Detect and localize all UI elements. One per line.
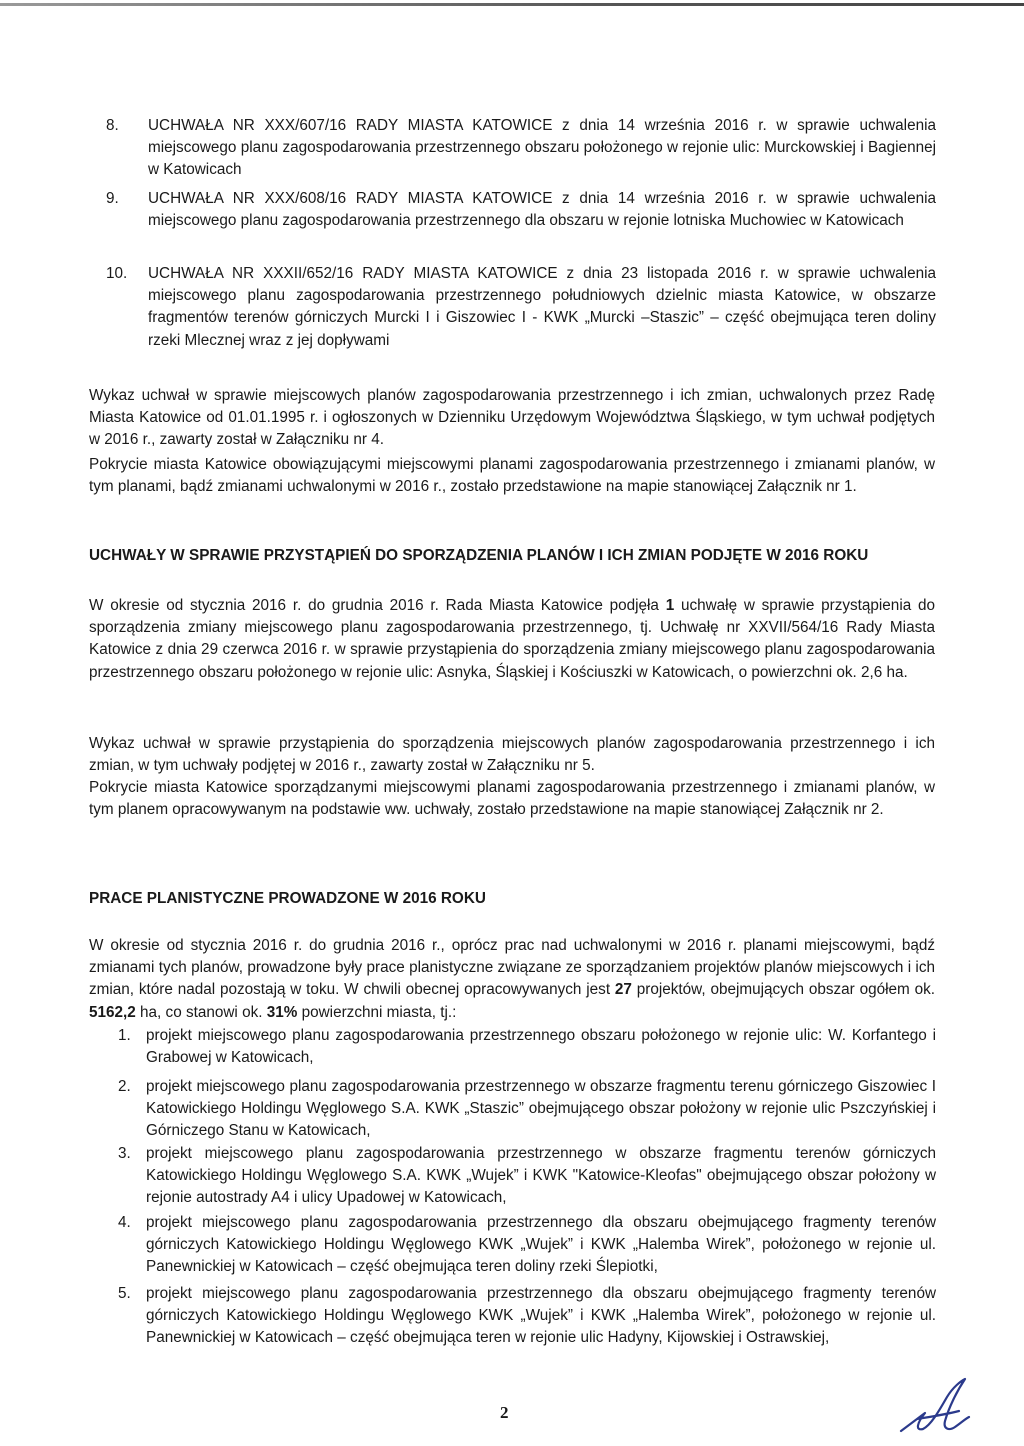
resolution-item-10 xyxy=(106,263,936,352)
resolution-count: 1 xyxy=(665,597,675,614)
section-heading-planning-works-2016: PRACE PLANISTYCZNE PROWADZONE W 2016 ROKU xyxy=(89,890,486,907)
paragraph-list-of-preparation-resolutions: Wykaz uchwał w sprawie przystąpienia do sporządzenia miejscowych planów zagospodarowania przestrzennego i ich zmian, w tym uchwały podjętej w 2016 r., zawarty został w Załączniku nr 5. xyxy=(89,735,935,775)
project-number: 1. xyxy=(118,1027,131,1044)
paragraph-text: W okresie od stycznia 2016 r. do grudnia 2016 r. Rada Miasta Katowice podjęła xyxy=(89,597,666,614)
project-number: 3. xyxy=(118,1145,131,1162)
project-number: 4. xyxy=(118,1214,131,1231)
project-item-5 xyxy=(118,1283,936,1350)
project-item-4 xyxy=(118,1212,936,1279)
paragraph-coverage-map: Pokrycie miasta Katowice obowiązującymi miejscowymi planami zagospodarowania przestrzennego i zmianami planów, w tym planami, bądź zmianami uchwalonymi w 2016 r., zostało przedstawione na mapie stanowiącej Załącznik nr 1. xyxy=(89,456,935,496)
project-text: projekt miejscowego planu zagospodarowania przestrzennego w obszarze fragmentu terenu górniczego Giszowiec I Katowickiego Holdingu Węglowego S.A. KWK „Staszic” obejmującego obszar położony w rejonie ulic Pszczyńskiej i Górniczego Stanu w Katowicach, xyxy=(146,1078,936,1140)
project-item-3 xyxy=(118,1143,936,1210)
resolution-item-9 xyxy=(106,188,936,232)
resolution-item-8 xyxy=(106,115,936,182)
total-area-value: 5162,2 xyxy=(89,1003,136,1021)
section-heading-resolutions-2016: UCHWAŁY W SPRAWIE PRZYSTĄPIEŃ DO SPORZĄDZENIA PLANÓW I ICH ZMIAN PODJĘTE W 2016 ROKU xyxy=(89,547,869,564)
city-area-percent: 31% xyxy=(266,1003,298,1021)
project-text: projekt miejscowego planu zagospodarowania przestrzennego obszaru położonego w rejonie ulic: W. Korfantego i Grabowej w Katowicach, xyxy=(146,1027,936,1067)
paragraph-text: powierzchni miasta, tj.: xyxy=(297,1003,457,1021)
paragraph-text: ha, co stanowi ok. xyxy=(135,1003,267,1021)
resolution-text: UCHWAŁA NR XXX/608/16 RADY MIASTA KATOWICE z dnia 14 września 2016 r. w sprawie uchwalenia miejscowego planu zagospodarowania przestrzennego dla obszaru w rejonie lotniska Muchowiec w Katowicach xyxy=(148,190,936,230)
paragraph-planning-works-summary xyxy=(89,935,935,1024)
project-count: 27 xyxy=(614,981,632,999)
project-item-2 xyxy=(118,1076,936,1143)
resolution-number: 9. xyxy=(106,190,119,207)
resolution-text: UCHWAŁA NR XXX/607/16 RADY MIASTA KATOWICE z dnia 14 września 2016 r. w sprawie uchwalenia miejscowego planu zagospodarowania przestrzennego obszaru położonego w rejonie ulic: Murckowskiej i Bagiennej w Katowicach xyxy=(148,117,936,179)
resolution-number: 8. xyxy=(106,117,119,134)
project-text: projekt miejscowego planu zagospodarowania przestrzennego dla obszaru obejmującego fragmenty terenów górniczych Katowickiego Holdingu Węglowego KWK „Wujek” i KWK „Halemba Wirek”, położonego w rejonie ul. Panewnickiej w Katowicach – część obejmująca teren doliny rzeki Ślepiotki, xyxy=(146,1214,936,1276)
project-number: 2. xyxy=(118,1078,131,1095)
paragraph-list-of-resolutions: Wykaz uchwał w sprawie miejscowych planów zagospodarowania przestrzennego i ich zmian, uchwalonych przez Radę Miasta Katowice od 01.01.1995 r. i ogłoszonych w Dzienniku Urzędowym Województwa Śląskiego, w tym uchwał podjętych w 2016 r., zawarty został w Załączniku nr 4. xyxy=(89,387,935,449)
resolution-text: UCHWAŁA NR XXXII/652/16 RADY MIASTA KATOWICE z dnia 23 listopada 2016 r. w sprawie uchwalenia miejscowego planu zagospodarowania przestrzennego południowych dzielnic miasta Katowice, w obszarze fragmentów terenów górniczych Murcki I i Giszowiec I - KWK „Murcki –Staszic” – część obejmująca teren doliny rzeki Mlecznej wraz z jej dopływami xyxy=(148,265,936,349)
paragraph-resolution-summary xyxy=(89,595,935,684)
page-number: 2 xyxy=(500,1403,509,1422)
resolution-number: 10. xyxy=(106,265,128,282)
paragraph-text: projektów, obejmujących obszar ogółem ok. xyxy=(631,981,935,999)
project-text: projekt miejscowego planu zagospodarowania przestrzennego dla obszaru obejmującego fragmenty terenów górniczych Katowickiego Holdingu Węglowego KWK „Wujek” i KWK „Halemba Wirek”, położonego w rejonie ul. Panewnickiej w Katowicach – część obejmująca teren w rejonie ulic Hadyny, Kijowskiej i Ostrawskiej, xyxy=(146,1285,936,1347)
paragraph-text: uchwałę w sprawie przystąpienia do sporządzenia zmiany miejscowego planu zagospodarowania przestrzennego, tj. Uchwałę nr XXVII/564/16 Rady Miasta Katowice z dnia 29 czerwca 2016 r. w sprawie przystąpienia do sporządzenia zmiany miejscowego planu zagospodarowania przestrzennego obszaru położonego w rejonie ulic: Asnyka, Śląskiej i Kościuszki w Katowicach, o powierzchni ok. 2,6 ha. xyxy=(89,597,935,681)
project-item-1 xyxy=(118,1025,936,1069)
paragraph-preparation-coverage-map: Pokrycie miasta Katowice sporządzanymi miejscowymi planami zagospodarowania przestrzennego i zmianami planów, w tym planem opracowywanym na podstawie ww. uchwały, zostało przedstawione na mapie stanowiącej Załącznik nr 2. xyxy=(89,779,935,819)
handwritten-signature-icon xyxy=(895,1375,975,1437)
project-text: projekt miejscowego planu zagospodarowania przestrzennego w obszarze fragmentu terenów górniczych Katowickiego Holdingu Węglowego S.A. KWK „Wujek” i KWK "Katowice-Kleofas" obejmującego obszar położony w rejonie autostrady A4 i ulicy Upadowej w Katowicach, xyxy=(146,1145,936,1207)
project-number: 5. xyxy=(118,1285,131,1302)
paragraph-text: W okresie od stycznia 2016 r. do grudnia 2016 r., oprócz prac nad uchwalonymi w 2016 r. planami miejscowymi, bądź zmianami tych planów, prowadzone były prace planistyczne związane ze sporządzaniem projektów planów miejscowych i ich zmian, które nadal pozostają w toku. W chwili obecnej opracowywanych jest xyxy=(89,937,935,999)
